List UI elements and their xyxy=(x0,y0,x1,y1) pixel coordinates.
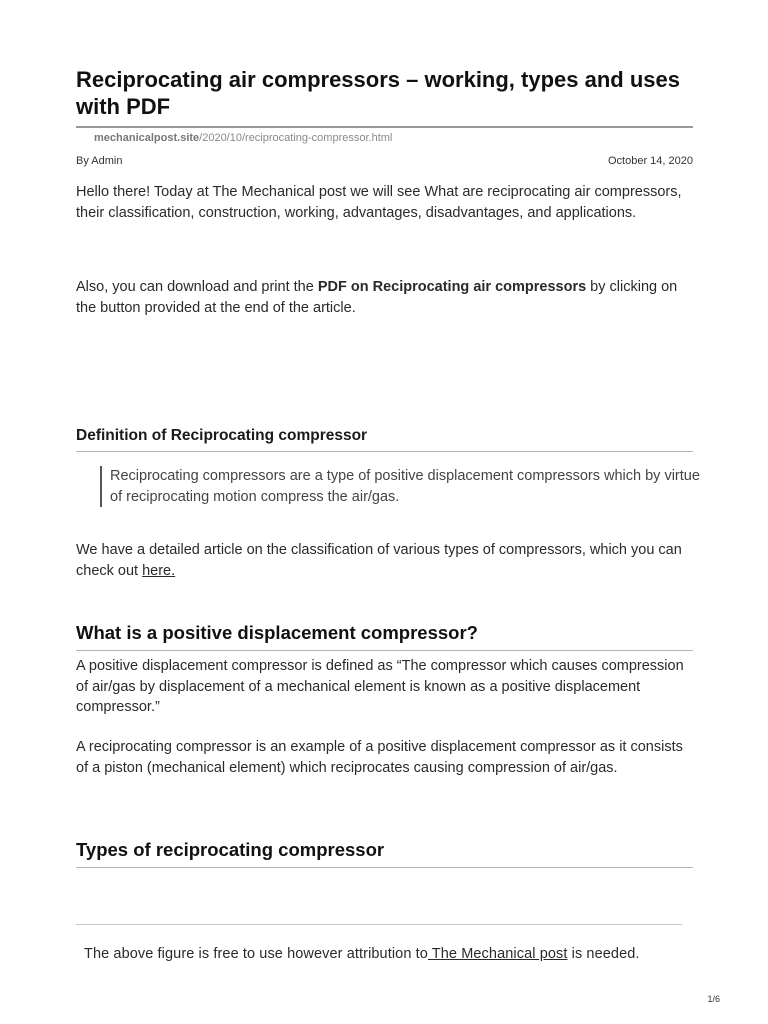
pdf-note-bold: PDF on Reciprocating air compressors xyxy=(317,279,587,295)
source-path: /2020/10/reciprocating-compressor.html xyxy=(199,132,393,144)
pdf-note-text-before: Also, you can download and print the xyxy=(76,279,318,295)
pdf-note-text-after: by clicking on the button provided at the end of the article. xyxy=(76,279,678,316)
reciprocating-example-paragraph: A reciprocating compressor is an example of a positive displacement compressor as it consists of a piston (mechanical element) which reciprocates causing compression of air/gas. xyxy=(76,739,683,776)
definition-heading: Definition of Reciprocating compressor xyxy=(76,427,368,444)
caption-link[interactable]: The Mechanical post xyxy=(427,946,568,962)
positive-displacement-definition: A positive displacement compressor is defined as “The compressor which causes compression of air/gas by displacement of a mechanical element is known as a positive displacement compressor.” xyxy=(76,658,684,715)
positive-displacement-divider xyxy=(76,650,693,651)
figure-divider xyxy=(76,924,682,925)
article-title: Reciprocating air compressors – working, types and uses with PDF xyxy=(76,67,680,119)
author-byline: By Admin xyxy=(76,155,123,167)
classification-link[interactable]: here. xyxy=(142,562,176,579)
classification-paragraph xyxy=(76,540,693,581)
source-domain: mechanicalpost.site xyxy=(94,132,200,144)
page-number: 1/6 xyxy=(707,994,720,1004)
types-heading: Types of reciprocating compressor xyxy=(76,839,385,860)
caption-text-after: is needed. xyxy=(567,946,640,962)
figure-caption xyxy=(84,946,640,962)
publish-date: October 14, 2020 xyxy=(607,155,693,167)
intro-paragraph: Hello there! Today at The Mechanical post we will see What are reciprocating air compressors, their classification, construction, working, advantages, disadvantages, and applications. xyxy=(76,184,682,221)
classification-text: We have a detailed article on the classification of various types of compressors, which you can check out xyxy=(76,542,682,579)
caption-text-before: The above figure is free to use however attribution to xyxy=(84,946,428,962)
pdf-note-paragraph xyxy=(76,277,693,318)
definition-blockquote: Reciprocating compressors are a type of positive displacement compressors which by virtue of reciprocating motion compress the air/gas. xyxy=(100,466,700,507)
types-divider xyxy=(76,867,693,868)
positive-displacement-heading: What is a positive displacement compressor? xyxy=(76,622,478,643)
definition-divider xyxy=(76,451,693,452)
title-divider xyxy=(76,126,693,128)
source-url[interactable] xyxy=(94,132,392,144)
